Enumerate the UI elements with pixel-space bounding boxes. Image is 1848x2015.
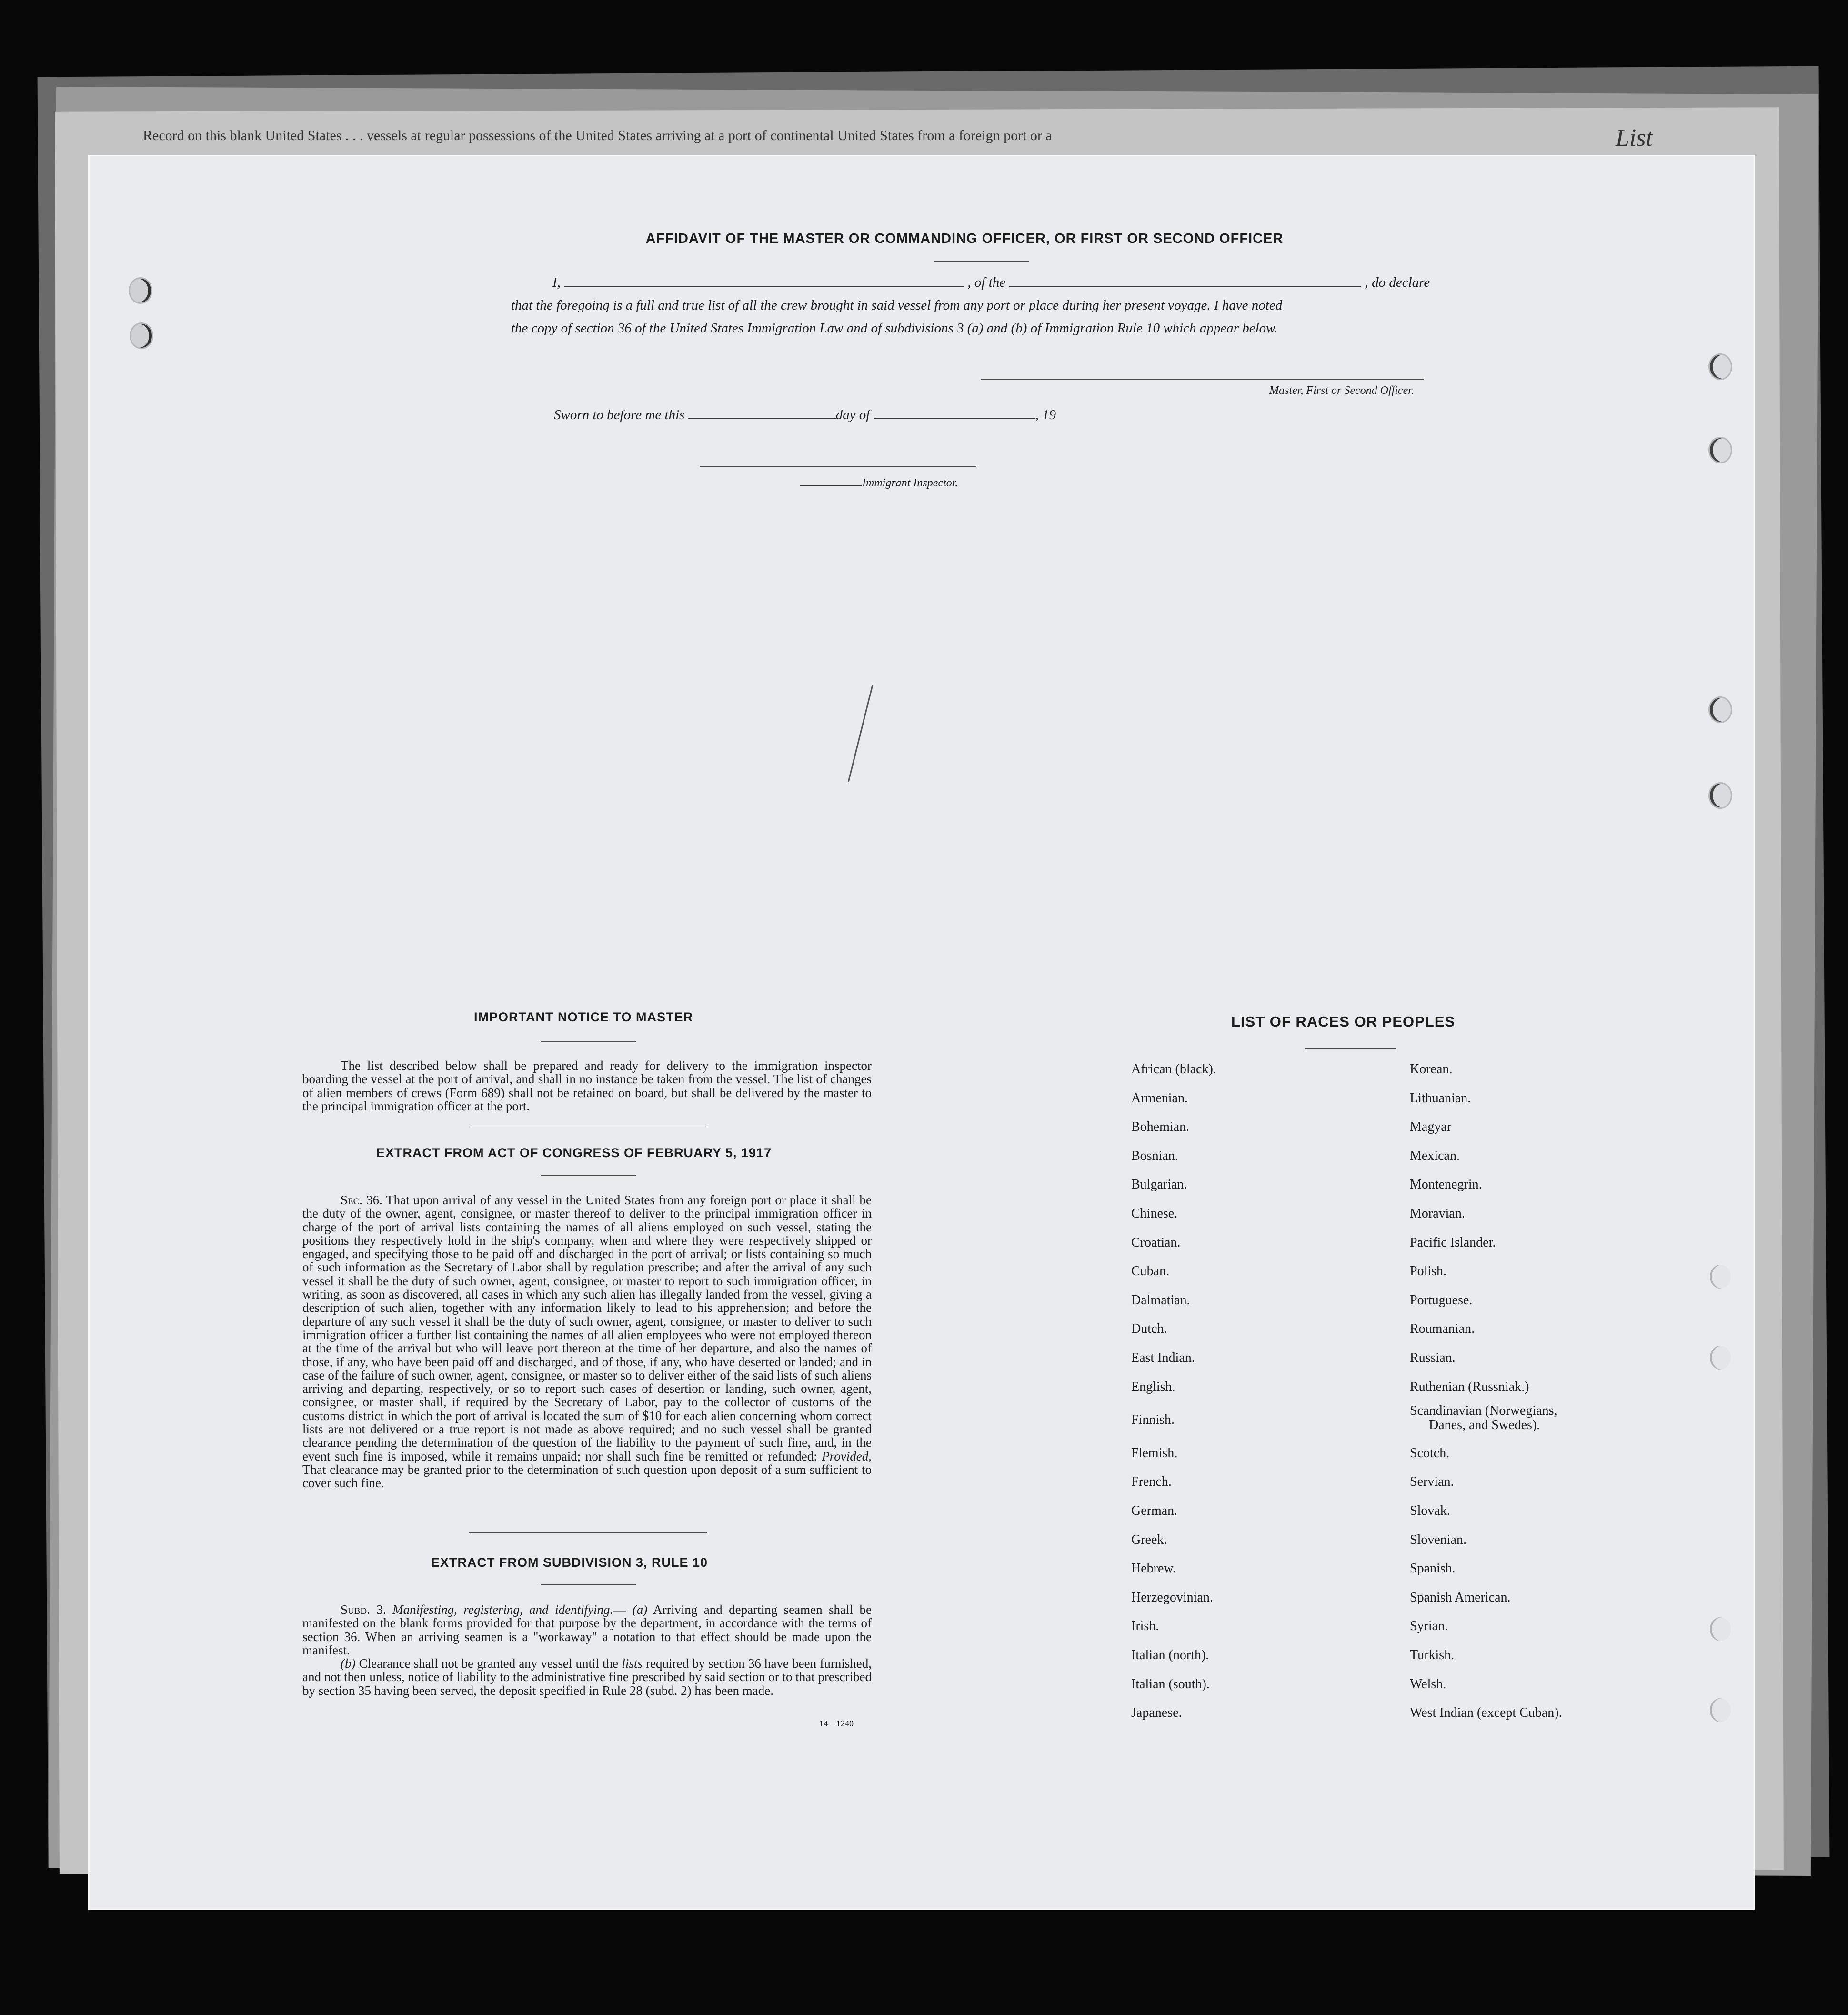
- do-declare-label: , do declare: [1365, 275, 1430, 290]
- punch-hole-icon: [131, 324, 152, 348]
- race-item: Irish.: [1131, 1619, 1159, 1634]
- race-item: Scotch.: [1410, 1445, 1450, 1461]
- race-item: English.: [1131, 1379, 1175, 1394]
- a-label: (a): [632, 1602, 648, 1617]
- punch-hole-icon: [1710, 698, 1731, 722]
- race-item: Italian (south).: [1131, 1676, 1210, 1692]
- inspector-caption-text: Immigrant Inspector.: [862, 477, 958, 489]
- name-blank[interactable]: [564, 275, 964, 287]
- of-the-label: , of the: [967, 275, 1006, 290]
- inspector-caption-rule: [800, 479, 862, 486]
- race-item: Spanish American.: [1410, 1590, 1511, 1605]
- day-of-label: day of: [835, 407, 870, 423]
- sworn-day-blank[interactable]: [688, 408, 836, 419]
- race-item: West Indian (except Cuban).: [1410, 1705, 1562, 1721]
- race-item: Korean.: [1410, 1062, 1453, 1077]
- punch-hole-icon: [1710, 355, 1731, 379]
- punch-hole-icon: [130, 279, 151, 302]
- master-signature-caption: Master, First or Second Officer.: [1269, 384, 1414, 397]
- rule-para-b: [302, 1657, 872, 1697]
- race-item: Servian.: [1410, 1474, 1454, 1490]
- act-extract-title: EXTRACT FROM ACT OF CONGRESS OF FEBRUARY 5, 1917: [376, 1146, 772, 1160]
- notice-title: IMPORTANT NOTICE TO MASTER: [474, 1010, 693, 1024]
- race-item: Pacific Islander.: [1410, 1235, 1496, 1250]
- race-item: Bosnian.: [1131, 1148, 1178, 1163]
- race-item: Spanish.: [1410, 1561, 1456, 1576]
- race-item: Italian (north).: [1131, 1648, 1209, 1662]
- race-item: Bulgarian.: [1131, 1177, 1187, 1192]
- race-item-continuation: Danes, and Swedes).: [1429, 1418, 1540, 1433]
- punch-hole-icon: [1710, 784, 1731, 807]
- master-signature-line[interactable]: [981, 379, 1424, 380]
- punch-hole-icon: [1710, 438, 1731, 462]
- rule-para-a: Subd. 3. Manifesting, registering, and identifying.— (a) Arriving and departing seamen shall be manifested on the blank forms provided for that purpose by the department, in accordance with the terms of section 36. When an arriving seamen is a "workaway" a notation to that effect should be made upon the manifest.: [302, 1602, 872, 1657]
- race-item: Portuguese.: [1410, 1292, 1473, 1308]
- rule-text-a: Arriving and departing seamen shall be manifested on the blank forms provided for that purpose by the department, in accordance with the terms of section 36. When an arriving seamen is a "workaway" a notation to that effect should be made upon the manifest.: [302, 1602, 872, 1657]
- race-item: Flemish.: [1131, 1445, 1178, 1461]
- race-item: Montenegrin.: [1410, 1177, 1482, 1192]
- affidavit-line-3: the copy of section 36 of the United States Immigration Law and of subdivisions 3 (a) and (b) of Immigration Rule 10 which appear below.: [511, 321, 1278, 336]
- rule-extract-rule: [541, 1584, 636, 1585]
- affidavit-title: AFFIDAVIT OF THE MASTER OR COMMANDING OFFICER, OR FIRST OR SECOND OFFICER: [645, 231, 1284, 246]
- race-item: Japanese.: [1131, 1705, 1182, 1721]
- inspector-signature-line[interactable]: [700, 466, 976, 467]
- subd-label: Subd. 3.: [341, 1602, 386, 1617]
- race-item: Scandinavian (Norwegians, Danes, and Swedes).: [1410, 1403, 1557, 1433]
- race-item: East Indian.: [1131, 1350, 1195, 1365]
- race-item: Dalmatian.: [1131, 1292, 1190, 1308]
- race-item: Lithuanian.: [1410, 1090, 1471, 1106]
- provided-label: Provided,: [822, 1449, 872, 1463]
- race-item: Cuban.: [1131, 1264, 1170, 1279]
- race-item: Chinese.: [1131, 1206, 1178, 1221]
- race-item: Syrian.: [1410, 1619, 1448, 1634]
- underlying-page-header: [143, 128, 1715, 156]
- vessel-blank[interactable]: [1009, 275, 1361, 287]
- race-item: Mexican.: [1410, 1148, 1460, 1163]
- act-extract-text: [302, 1193, 872, 1490]
- sworn-label: Sworn to before me this: [554, 407, 685, 423]
- rule-text-b2: required by section 36 have been furnished, and not then unless, notice of liability to the administrative fine prescribed by said section or to that prescribed by section 35 having been served, the deposit specified in Rule 28 (subd. 2) has been made.: [302, 1656, 872, 1698]
- race-item: German.: [1131, 1503, 1178, 1518]
- notice-text: The list described below shall be prepared and ready for delivery to the immigration inspector boarding the vessel at the port of arrival, and shall in no instance be taken from the vessel. The list of changes of alien members of crews (Form 689) shall not be retained on board, but shall be delivered by the master to the principal immigration officer at the port.: [302, 1058, 872, 1113]
- race-item: Finnish.: [1131, 1412, 1175, 1428]
- rule-extract-body: [302, 1603, 872, 1697]
- sworn-month-blank[interactable]: [874, 408, 1035, 419]
- punch-hole-icon: [1710, 1617, 1731, 1641]
- affidavit-line-2: that the foregoing is a full and true list of all the crew brought in said vessel from any port or place during her present voyage. I have noted: [511, 298, 1283, 313]
- form-number: 14—1240: [819, 1719, 854, 1728]
- pencil-mark: [848, 685, 874, 782]
- race-item: Turkish.: [1410, 1648, 1455, 1662]
- punch-hole-icon: [1710, 1265, 1731, 1289]
- race-item: Bohemian.: [1131, 1119, 1190, 1135]
- act-extract-body: [302, 1193, 872, 1490]
- sec-label: Sec. 36.: [341, 1193, 382, 1207]
- underlying-list-label: List: [1615, 128, 1653, 151]
- race-item: Polish.: [1410, 1264, 1447, 1279]
- subd-heading: Manifesting, registering, and identifying.: [392, 1602, 613, 1617]
- sworn-line: [554, 407, 1056, 423]
- race-item: Roumanian.: [1410, 1321, 1475, 1337]
- affidavit-line-1: [552, 275, 1430, 291]
- punch-hole-icon: [1710, 1346, 1731, 1370]
- race-item: Slovenian.: [1410, 1532, 1466, 1547]
- race-item: Ruthenian (Russniak.): [1410, 1379, 1529, 1394]
- b-label: (b): [341, 1656, 356, 1671]
- notice-rule: [541, 1041, 636, 1042]
- inspector-caption: [800, 477, 958, 490]
- race-item: Armenian.: [1131, 1090, 1188, 1106]
- race-item: Welsh.: [1410, 1676, 1446, 1692]
- race-item: Croatian.: [1131, 1235, 1181, 1250]
- rule-text-b1: Clearance shall not be granted any vessel until the: [359, 1656, 619, 1671]
- race-item: Greek.: [1131, 1532, 1167, 1547]
- act-text-b: That clearance may be granted prior to the determination of such question upon deposit of a sum sufficient to cover such fine.: [302, 1462, 872, 1491]
- race-item: Moravian.: [1410, 1206, 1465, 1221]
- rule-extract-title: EXTRACT FROM SUBDIVISION 3, RULE 10: [431, 1555, 708, 1570]
- race-item: Russian.: [1410, 1350, 1456, 1365]
- races-title: LIST OF RACES OR PEOPLES: [1231, 1013, 1456, 1030]
- races-rule: [1305, 1048, 1396, 1049]
- lists-word: lists: [622, 1656, 643, 1671]
- act-extract-rule: [541, 1175, 636, 1176]
- race-item: African (black).: [1131, 1062, 1216, 1077]
- race-item: French.: [1131, 1474, 1172, 1490]
- underlying-header-text: Record on this blank United States . . . vessels at regular possessions of the United States arriving at a port of continental United States from a foreign port or a: [143, 128, 1052, 143]
- race-item: Slovak.: [1410, 1503, 1450, 1518]
- race-item: Dutch.: [1131, 1321, 1167, 1337]
- notice-body: [302, 1059, 872, 1113]
- year-label: , 19: [1035, 407, 1056, 423]
- race-item: Magyar: [1410, 1119, 1452, 1135]
- race-item: Hebrew.: [1131, 1561, 1176, 1576]
- i-label: I,: [552, 275, 561, 290]
- act-text-a: That upon arrival of any vessel in the United States from any foreign port or place it shall be the duty of the owner, agent, consignee, or master thereof to deliver to the principal immigration officer in charge of the port of arrival lists containing the names of all aliens employed on such vessel, stating the positions they respectively hold in the ship's company, when and where they were respectively shipped or engaged, and specifying those to be paid off and discharged in the port of arrival; or lists containing so much of such information as the Secretary of Labor shall by regulation prescribe; and after the arrival of any such vessel it shall be the duty of such owner, agent, consignee, or master to report to such immigration officer, in writing, as soon as discovered, all cases in which any such alien has illegally landed from the vessel, giving a description of such alien, together with any information likely to lead to his apprehension; and before the departure of any such vessel it shall be the duty of such owner, agent, consignee, or master to deliver to such immigration officer a further list containing the names of all alien employees who were not employed thereon at the time of the arrival but who will leave port thereon at the time of her departure, and also the names of those, if any, who have been paid off and discharged, and of those, if any, who have deserted or landed; and in case of the failure of such owner, agent, consignee, or master so to deliver either of the said lists of such aliens arriving and departing, respectively, or so to report such cases of desertion or landing, such owner, agent, consignee, or master shall, if required by the Secretary of Labor, pay to the collector of customs of the customs district in which the port of arrival is located the sum of $10 for each alien concerning whom correct lists are not delivered or a true report is not made as above required; and no such vessel shall be granted clearance pending the determination of the question of the liability to the payment of such fine, and, in the event such fine is imposed, while it remains unpaid; nor shall such fine be remitted or refunded:: [302, 1193, 872, 1463]
- punch-hole-icon: [1710, 1698, 1731, 1722]
- act-divider: [469, 1532, 707, 1533]
- race-item: Herzegovinian.: [1131, 1590, 1213, 1605]
- affidavit-title-rule: [934, 261, 1029, 262]
- manifest-back-page: [88, 155, 1755, 1910]
